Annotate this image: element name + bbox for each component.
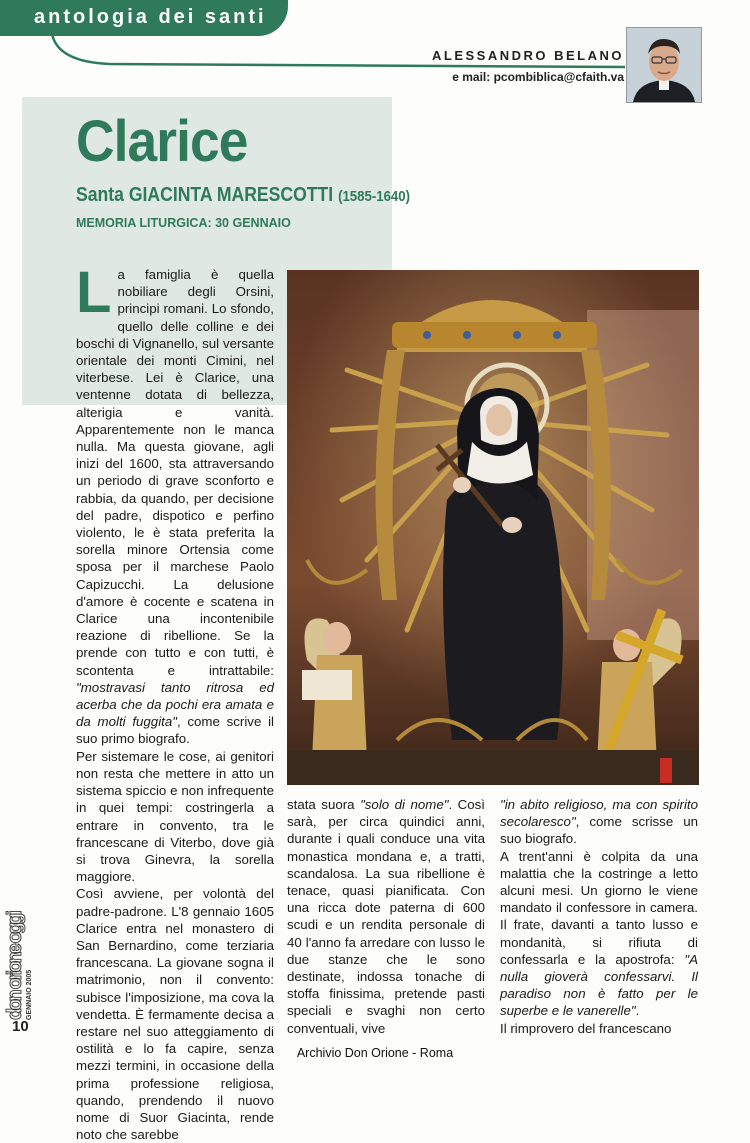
- subtitle-saint-name: GIACINTA MARESCOTTI: [128, 184, 334, 206]
- quote-2: "solo di nome": [360, 797, 449, 812]
- column-2-text: . Così sarà, per circa quindici anni, durante i quali conduce una vita monastica mondana e, a tratti, scandalosa. La sua ribellione è tenace, quasi pianificata. Con una ricca dote paterna di 600 scudi e un rendita personale di 40 l'anno fa arredare con lusso le due stanze che le sono destinate, indossa tonache di stoffa finissima, pretende pasti speciali e svaghi non certo conventuali, vive: [287, 797, 486, 1036]
- text-column-3: [500, 796, 698, 1037]
- quote-3: "in abito religioso, ma con spirito secolaresco": [500, 797, 698, 830]
- quote-4: "A nulla gioverà confessarvi. Il paradiso non è fatto per le superbe e le vanerelle": [500, 951, 698, 1019]
- column-2-start: stata suora: [287, 797, 361, 812]
- paragraph-1-end: , come scrive il suo primo biografo.: [76, 714, 274, 747]
- subtitle-prefix: Santa: [76, 184, 129, 206]
- liturgical-memorial: MEMORIA LITURGICA: 30 GENNAIO: [76, 216, 291, 230]
- text-column-2: [287, 796, 485, 1037]
- subtitle-dates: (1585-1640): [338, 188, 411, 205]
- author-email: e mail: pcombiblica@cfaith.va: [452, 70, 624, 84]
- paragraph-1: a famiglia è quella nobiliare degli Orsini, principi romani. Lo sfondo, quello delle colline e dei boschi di Vignanello, sul versante orientale dei monti Cimini, nel viterbese. Lei è Clarice, una ventenne dotata di bellezza, alterigia e vanità. Apparentemente non le manca nulla. Ma questa giovane, agli inizi del 1600, sta attraversando un periodo di grave sconforto e rabbia, da quando, per decisione del padre, dispotico e perfino violento, le è stata preferita la sorella minore Ortensia come sposa per il marchese Paolo Capizucchi. La delusione d'amore è cocente e scatena in Clarice una incontenibile reazione di ribellione. Se la prende con tutto e con tutti, è scontenta e intrattabile:: [76, 267, 274, 678]
- drop-cap: L: [76, 260, 112, 325]
- column-3-text-2-end: .: [635, 1003, 640, 1019]
- article-subtitle: [76, 184, 410, 207]
- quote-1: "mostravasi tanto ritrosa ed acerba che da pochi era amata e da molti fuggita": [76, 679, 274, 730]
- text-column-1: [76, 260, 274, 1143]
- article-title: Clarice: [76, 109, 248, 174]
- section-label: antologia dei santi: [34, 6, 267, 28]
- saint-statue-photo: [287, 270, 699, 785]
- archive-caption: Archivio Don Orione - Roma: [296, 1046, 454, 1060]
- page-number: 10: [12, 1018, 29, 1035]
- paragraph-2: Per sistemare le cose, ai genitori non resta che mettere in atto un sistema spiccio e non infrequente in quei tempi: costringerla a entrare in convento, tra le francescane di Viterbo, dove già si trova Ginevra, la sorella maggiore.: [76, 748, 274, 885]
- magazine-name: don orione oggi: [4, 910, 26, 1020]
- paragraph-3: Così avviene, per volontà del padre-padrone. L'8 gennaio 1605 Clarice entra nel monastero di San Bernardino, come terziaria francescana. La giovane sogna il matrimonio, non il convento: subisce l'imposizione, ma cova la vendetta. È fermamente decisa a restare nel suo atteggiamento di ostilità e lo fa capire, senza mezzi termini, in occasione della prima professione religiosa, quando, prendendo il nuovo nome di Suor Giacinta, rende noto che sarebbe: [76, 886, 274, 1143]
- column-3-text-2: A trent'anni è colpita da una malattia che la costringe a letto alcuni mesi. Un giorno le viene mandato il confessore in camera. Il frate, davanti a tanto lusso e mondanità, si rifiuta di confessarla e la apostrofa:: [500, 848, 698, 967]
- column-3-text-1: , come scrisse un suo biografo.: [500, 814, 698, 847]
- author-name: ALESSANDRO BELANO: [431, 48, 624, 63]
- column-3-text-3: Il rimprovero del francescano: [500, 1020, 672, 1036]
- magazine-logo: [2, 860, 32, 1030]
- magazine-issue: GENNAIO 2005: [26, 969, 33, 1020]
- author-photo: [626, 27, 702, 103]
